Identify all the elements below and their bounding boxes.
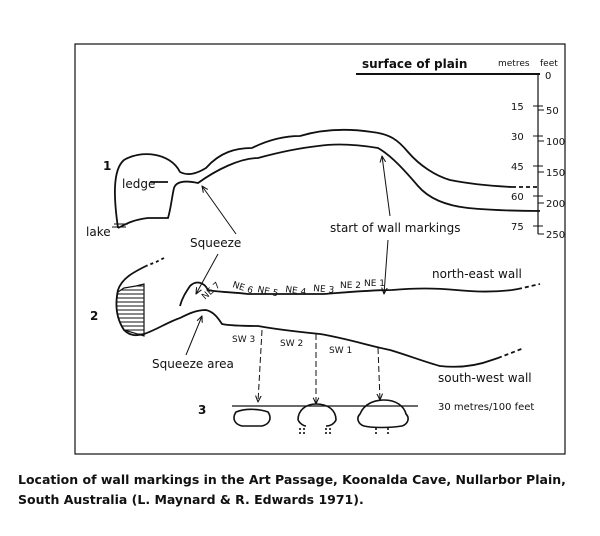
scale-m-15: 15 [511,102,524,113]
ne-marker-4: NE 4 [284,285,307,298]
scale-ft-200: 200 [546,199,566,210]
squeeze-label: Squeeze [190,236,242,250]
metres-unit-label: metres [498,59,530,69]
start-of-wall-markings-label: start of wall markings [330,221,461,235]
scale-m-60: 60 [511,192,524,203]
scale-ft-250: 250 [546,230,566,241]
figure-frame [75,44,565,454]
section-number-1: 1 [103,159,112,173]
ne-marker-1: NE 1 [364,279,386,289]
profile-section-1 [115,130,540,228]
sw-marker-2: SW 2 [280,339,304,349]
depth-scale [511,71,565,241]
section-number-3: 3 [198,403,207,417]
ne-markers [200,279,385,302]
ledge-label: ledge [122,177,156,191]
sw-marker-1: SW 1 [329,346,353,356]
caption-line-2: South Australia (L. Maynard & R. Edwards 1971). [18,492,364,507]
lake-water [112,224,128,227]
squeeze-area-arrow [186,316,202,355]
north-east-wall-label: north-east wall [432,267,522,281]
caption-line-1: Location of wall markings in the Art Passage, Koonalda Cave, Nullarbor Plain, [18,472,566,487]
scale-m-30: 30 [511,132,524,143]
scale-ft-50: 50 [546,106,559,117]
scale-ft-0: 0 [545,71,552,82]
ne-marker-2: NE 2 [340,281,362,291]
squeeze-area-label: Squeeze area [152,357,234,371]
scale-bar-label: 30 metres/100 feet [438,402,535,413]
sw-marker-3: SW 3 [232,335,256,345]
lake-label: lake [86,225,111,239]
surface-of-plain-label: surface of plain [362,57,468,71]
scale-ft-150: 150 [546,168,566,179]
scale-ft-100: 100 [546,137,566,148]
cross-sections [234,400,408,434]
scale-m-45: 45 [511,162,524,173]
cross-section-arrows [258,330,380,404]
hatched-area [116,284,144,336]
south-west-wall-label: south-west wall [438,371,532,385]
ne-marker-5: NE 5 [256,285,280,300]
ne-marker-3: NE 3 [312,284,335,296]
figure-caption [18,470,586,510]
feet-unit-label: feet [540,59,558,69]
scale-m-75: 75 [511,222,524,233]
section-number-2: 2 [90,309,99,323]
ne-marker-7: NE 7 [200,280,223,303]
ne-marker-6: NE 6 [231,280,255,297]
